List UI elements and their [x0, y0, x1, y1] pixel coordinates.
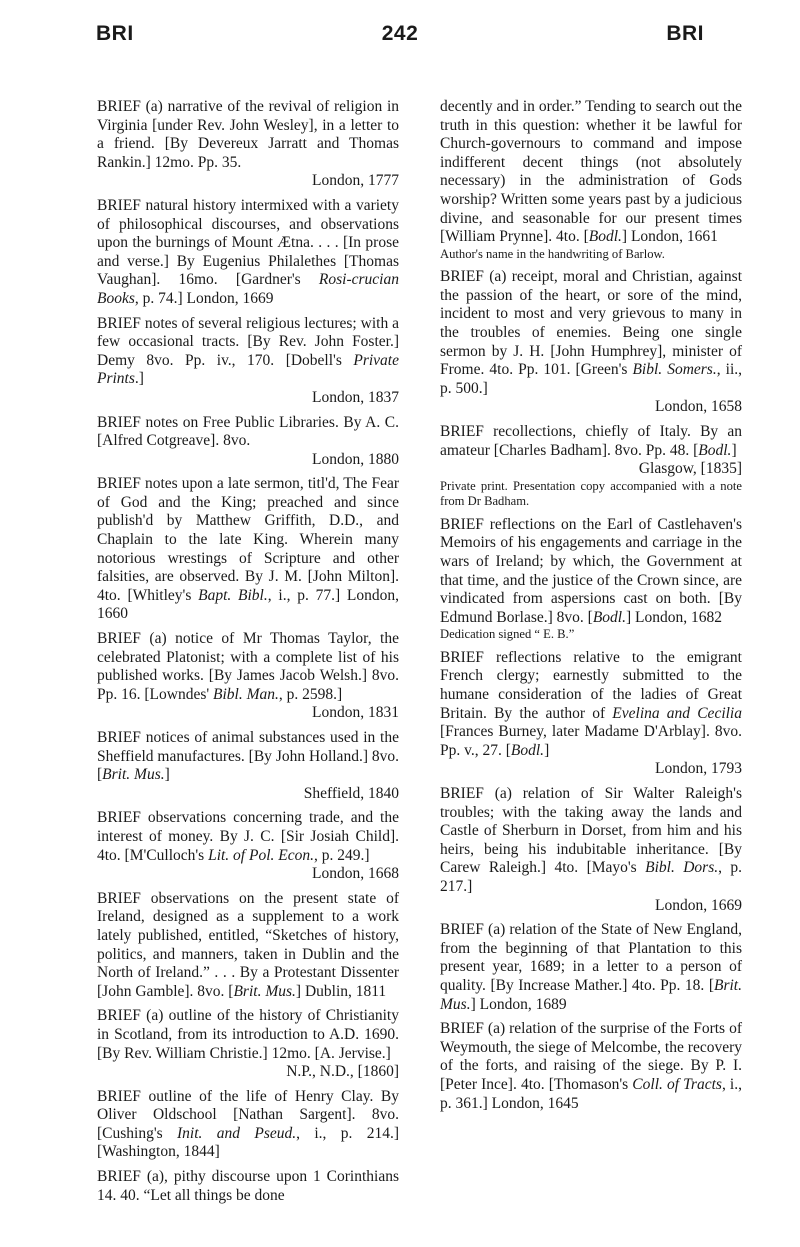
entry-imprint: London, 1837: [312, 388, 399, 406]
entry-text-segment: BRIEF notices of animal substances used in the Sheffield manufactures. [By John Holland.] 8vo. [: [97, 729, 399, 784]
entry-note: Private print. Presentation copy accompanied with a note from Dr Badham.: [440, 478, 742, 509]
entry-text: [440, 423, 742, 460]
entry-text-segment: , p. 2598.]: [278, 685, 343, 703]
entry-imprint: London, 1669: [655, 896, 742, 914]
entry-text-segment: BRIEF (a) notice of Mr Thomas Taylor, the celebrated Platonist; with a complete list of his published works. [By James Jacob Welsh.] 8vo. Pp. 16. [Lowndes': [97, 630, 399, 703]
entry-italic-title: Bodl.: [592, 608, 626, 626]
entry-text-segment: BRIEF reflections relative to the emigrant French clergy; earnestly submitted to the humane consideration of the ladies of Great Britain. By the author of: [440, 648, 742, 722]
bibliography-entry: [97, 890, 399, 1002]
entry-text-segment: BRIEF (a) outline of the history of Christianity in Scotland, from its introduction to A.D. 1690. [By Rev. William Christie.] 12mo. [A. Jervise.]: [97, 1007, 399, 1062]
entry-text-segment: BRIEF (a) relation of the surprise of the Forts of Weymouth, the siege of Melcombe, the recovery of the forts, and raising of the siege. By P. I. [Peter Ince]. 4to. [Thomason's: [440, 1020, 742, 1093]
entry-italic-title: Private Prints: [97, 351, 399, 388]
right-guide-word: BRI: [666, 22, 704, 45]
entry-text-segment: BRIEF (a) relation of Sir Walter Raleigh's troubles; with the taking away the lands and Castle of Sherburn in Dorset, from him and his heirs, being his indubitable inheritance. [By Carew Raleigh.] 4to. [Mayo's: [440, 785, 742, 877]
entry-imprint: London, 1668: [312, 865, 399, 883]
bibliography-entry: [440, 785, 742, 915]
entry-text-segment: BRIEF outline of the life of Henry Clay. By Oliver Oldschool [Nathan Sargent]. 8vo. [Cushing's: [97, 1087, 399, 1142]
entry-text: [97, 197, 399, 309]
entry-text-segment: BRIEF recollections, chiefly of Italy. By an amateur [Charles Badham]. 8vo. Pp. 48. [: [440, 423, 742, 459]
entry-text-segment: ]: [544, 741, 550, 759]
entry-italic-title: Brit. Mus.: [440, 976, 742, 1013]
bibliography-entry: [440, 268, 742, 417]
entry-italic-title: Bodl.: [698, 441, 732, 459]
bibliography-entry: [97, 1007, 399, 1081]
right-column: [440, 98, 742, 1119]
page-number: 242: [381, 22, 419, 45]
entry-text: [440, 1020, 742, 1113]
entry-text-segment: , i., p. 361.] London, 1645: [440, 1075, 742, 1112]
bibliography-entry: [97, 475, 399, 624]
entry-imprint: N.P., N.D., [1860]: [286, 1063, 399, 1081]
entry-italic-title: Bodl.: [510, 741, 545, 759]
entry-text-segment: BRIEF (a) narrative of the revival of religion in Virginia [under Rev. John Wesley], in a letter to a friend. [By Devereux Jarratt and Thomas Rankin.] 12mo. Pp. 35.: [97, 98, 399, 171]
bibliography-entry: [97, 729, 399, 803]
bibliography-entry: [440, 649, 742, 779]
left-guide-word: BRI: [96, 22, 134, 45]
entry-text: [97, 475, 399, 624]
entry-text-segment: ]: [731, 441, 737, 459]
entry-text-segment: ] London, 1661: [621, 228, 718, 246]
entry-text: [440, 649, 742, 761]
bibliography-entry: [440, 98, 742, 262]
entry-italic-title: Bibl. Dors.: [645, 859, 719, 877]
bibliography-entry: [97, 315, 399, 408]
entry-italic-title: Lit. of Pol. Econ.: [208, 846, 314, 864]
entry-imprint: Sheffield, 1840: [303, 784, 399, 802]
entry-text: [97, 1007, 399, 1063]
entry-text-segment: ] Dublin, 1811: [295, 982, 387, 1000]
left-column: [97, 98, 399, 1211]
entry-text-segment: BRIEF (a) receipt, moral and Christian, against the passion of the heart, or sore of the mind, incident to most and very grievous to many in the troubles of enemies. Being one single sermon by J. H. [John Humphrey], minister of Frome. 4to. Pp. 101. [Green's: [440, 268, 742, 379]
entry-text: [440, 98, 742, 247]
entry-italic-title: Init. and Pseud.: [177, 1124, 297, 1142]
entry-imprint: London, 1831: [312, 704, 399, 722]
entry-note: Dedication signed “ E. B.”: [440, 627, 575, 642]
entry-text-segment: .]: [134, 370, 144, 388]
entry-text-segment: , i., p. 77.] London, 1660: [97, 586, 399, 623]
running-header: [0, 22, 800, 52]
entry-text-segment: ]: [164, 766, 170, 784]
bibliography-entry: [97, 1168, 399, 1205]
entry-text: [97, 809, 399, 865]
entry-text-segment: ] London, 1689: [470, 995, 567, 1013]
entry-text: [97, 890, 399, 1002]
bibliography-entry: [440, 1020, 742, 1113]
bibliography-entry: [97, 809, 399, 883]
bibliography-entry: [440, 921, 742, 1014]
entry-imprint: London, 1880: [312, 450, 399, 468]
entry-text-segment: , p. 249.]: [314, 846, 370, 864]
entry-imprint: London, 1777: [312, 172, 399, 190]
bibliography-entry: [97, 98, 399, 191]
entry-text: [97, 315, 399, 389]
bibliography-entry: [97, 1088, 399, 1162]
entry-text-segment: , p. 217.]: [440, 859, 743, 895]
bibliography-entry: [97, 630, 399, 723]
entry-text-segment: BRIEF reflections on the Earl of Castlehaven's Memoirs of his engagements and carriage in the wars of Ireland; by which, the Government at that time, and the justice of the Crown since, are vindicated from aspersions cast on both. [By Edmund Borlase.] 8vo. [: [440, 515, 742, 626]
entry-imprint: London, 1658: [655, 398, 742, 416]
entry-text-segment: , p. 74.] London, 1669: [134, 289, 274, 307]
entry-imprint: London, 1793: [655, 760, 742, 778]
entry-text: [97, 1168, 399, 1205]
entry-italic-title: Bapt. Bibl.: [198, 586, 268, 604]
entry-italic-title: Bibl. Somers.: [632, 361, 717, 379]
entry-text-segment: BRIEF notes on Free Public Libraries. By A. C. [Alfred Cotgreave]. 8vo.: [97, 413, 399, 450]
entry-text-segment: BRIEF (a) relation of the State of New England, from the beginning of that Plantation to this present year, 1689; in a letter to a person of quality. [By Increase Mather.] 4to. Pp. 18. [: [440, 921, 742, 994]
entry-italic-title: Bibl. Man.: [213, 685, 279, 703]
entry-text-segment: ] London, 1682: [625, 608, 722, 626]
bibliography-entry: [440, 516, 742, 643]
entry-text-segment: decently and in order.” Tending to search out the truth in this question: whether it be lawful for Church-governours to command and impose indifferent decent things (not absolutely necessary) in the administration of Gods worship? Written some years past by a judicious divine, and seasonable for our present times [William Prynne]. 4to. [: [440, 98, 742, 246]
entry-imprint: Glasgow, [1835]: [638, 460, 742, 478]
entry-italic-title: Brit. Mus.: [233, 982, 296, 1000]
bibliography-entry: [97, 414, 399, 470]
entry-text-segment: , i., p. 214.] [Washington, 1844]: [97, 1124, 400, 1161]
entry-italic-title: Bodl.: [588, 228, 622, 246]
entry-text: [440, 268, 742, 398]
entry-text: [97, 414, 399, 451]
bibliography-entry: [440, 423, 742, 510]
entry-text-segment: BRIEF notes of several religious lectures; with a few occasional tracts. [By Rev. John Foster.] Demy 8vo. Pp. iv., 170. [Dobell's: [97, 314, 399, 369]
entry-text-segment: [Frances Burney, later Madame D'Arblay]. 8vo. Pp. v., 27. [: [440, 723, 742, 759]
entry-text: [97, 98, 399, 172]
entry-text-segment: BRIEF observations on the present state of Ireland, designed as a supplement to a work lately published, entitled, “Sketches of history, politics, and manners, taken in Dublin and the North of Ireland.” . . . By a Protestant Dissenter [John Gamble]. 8vo. [: [97, 889, 399, 1000]
entry-text: [440, 921, 742, 1014]
entry-text: [440, 516, 742, 628]
entry-text-segment: BRIEF notes upon a late sermon, titl'd, The Fear of God and the King; preached and since publish'd by Matthew Griffith, D.D., and Chaplain to the late King. Wherein many notorious wrestings of Scripture and other falsities, are observed. By J. M. [John Milton]. 4to. [Whitley's: [97, 475, 399, 604]
entry-text: [97, 1088, 399, 1162]
entry-italic-title: Brit. Mus.: [102, 766, 165, 784]
entry-italic-title: Coll. of Tracts: [632, 1075, 722, 1093]
entry-text-segment: BRIEF natural history intermixed with a variety of philosophical discourses, and observations upon the burnings of Mount Ætna. . . . [In prose and verse.] By Eugenius Philalethes [Thomas Vaughan]. 16mo. [Gardner's: [97, 196, 399, 289]
entry-note: Author's name in the handwriting of Barlow.: [440, 246, 665, 261]
entry-text: [97, 729, 399, 785]
entry-text-segment: BRIEF observations concerning trade, and the interest of money. By J. C. [Sir Josiah Child]. 4to. [M'Culloch's: [97, 809, 399, 864]
entry-italic-title: Rosi-crucian Books: [97, 271, 399, 307]
entry-text: [440, 785, 742, 897]
bibliography-entry: [97, 197, 399, 309]
entry-text-segment: , ii., p. 500.]: [440, 361, 742, 397]
entry-text-segment: BRIEF (a), pithy discourse upon 1 Corinthians 14. 40. “Let all things be done: [97, 1168, 399, 1204]
entry-text: [97, 630, 399, 704]
entry-italic-title: Evelina and Cecilia: [612, 704, 742, 722]
